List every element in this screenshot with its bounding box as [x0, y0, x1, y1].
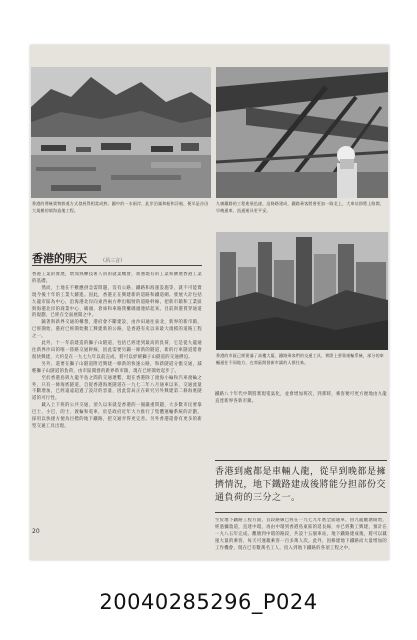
city-caption: 香港的市區已經建滿了高樓大廈，鐵路乘客們的交通工具，實際上要靠運輸系統，部分的車輛通往不同地方，在郊區開發新市鎮的人群往來。 [216, 353, 384, 365]
right-column-bottom-text: 至於地下鐵路工程方面，首段路線已經在一九七九年底全面通車，由九龍觀塘開始，經過彌敦道，直達中環，再由中環到香港島東區的延長線，亦已經動工興建，預計在一九八五年完成。觀塘到中環的路段，共設十五個車站，地下鐵路建成後，將可以載運大量的乘客，每天可運載乘客一百多萬人次。此外，因修建地下鐵路而大量增加的工作機會，現在已有數萬名工人，投入到地下鐵路的各項工程之中。 [215, 518, 387, 551]
harbour-caption: 香港的傳統貨物卸運方式發展得相當成熟；圖中的一水兩岸，此岸泊滿和船和浮船，便早是沙田大規模的填海造地工程。 [32, 201, 209, 213]
city-photo [216, 232, 388, 350]
pull-quote-rule-bottom [215, 512, 387, 513]
article-title: 香港的明天 [32, 252, 87, 265]
article-author: （呂三言） [100, 258, 126, 264]
heading-rule [32, 265, 202, 266]
page-number: 20 [32, 528, 40, 535]
pull-quote-rule-top [215, 460, 387, 461]
worker-photo [216, 67, 388, 198]
article-body-left: 香港工業的發展，增加熟練技術人員的就業機會，加強現有的工業和擴展香港工業的基礎。 然而，土地在不敷應供急需問題，沒有公路、鐵路和海運設施等，就不可能實現今後十年的工業大躍進。因此，香港正在興建新的道路和鐵道網。發展大計包括九龍市區為中心，沿海港北岸向東西兩方伸出幅射的道路幹線，把新市鎮和工業區與海港北岸的商業中心、碼頭、倉庫和車路貨櫃碼頭連結起來。目前與港貫穿通道的規劃，已經在全面展開之中。 隨著與新界交通的構想，港府會不斷建設，由沙田通往東北，新界的新市鎮，已經開始，港府已經開始動工興建新的公路，是香港有史以來最大規模的道路工程之一。 此外，十一年前建造的獅子山隧道，包括已經達到最高的負荷，它是從九龍通往新界沙田的唯一陸路交通幹線，因此需要另闢一條新的隧道，新的行車隧道將會很快興建，大約是在一九七九年以前完成，將可以紓緩獅子山隧道的交通擠迫。 另外，還要在獅子山隧道附近興建一條新的快速公路，和新隧道分擔交通，減輕獅子山隧道的負荷，由市區開發的新界新市鎮，現在已經開始起步了。 至於香港島與九龍半島之間的交通連繫，現在香港除了渡海小輪和汽車渡輪之外，只有一條海底隧道，自從香港海底隧道在一九七二年八月通車以來，交通流量不斷增加，已經遠遠超過了設計的容量，因此當局正在研究另外興建第二條海底隧道的可行性。 載入上下班的公共交通，須久以來就是香港的一個嚴重問題，大多數市民要靠巴士、小巴、的士、渡輪和電車，於是政府近年大力推行了集體運輸系統的計劃，採用以快捷方便為目標的地下鐵路，把交通弄得更完善。另外香港還會有更多的新型交通工具出現。 [32, 272, 202, 429]
harbour-photo [31, 67, 211, 198]
pull-quote: 香港到處都是車輛人龍，從早到晚都是擁擠情況，地下鐵路建成後將能分担部份交通負荷的三分之一。 [215, 467, 387, 503]
footer-identifier: 20040285296_P024 [99, 590, 318, 614]
article-heading [32, 247, 202, 267]
right-column-top-text: 鐵路八十年代中期將實現電氣化，並會增加班次，到那時，乘客便可更方便地由九龍直達新界各新市鎮。 [215, 392, 387, 404]
city-photo-graphic [216, 232, 388, 350]
harbour-photo-graphic [31, 67, 211, 198]
worker-photo-graphic [216, 67, 388, 198]
worker-caption: 九廣鐵路的工程進展迅速，這條路建成，鐵路乘客將會更加一路北上，大車站即將上路開，早晚通車，流通運具更平妥。 [216, 201, 384, 213]
